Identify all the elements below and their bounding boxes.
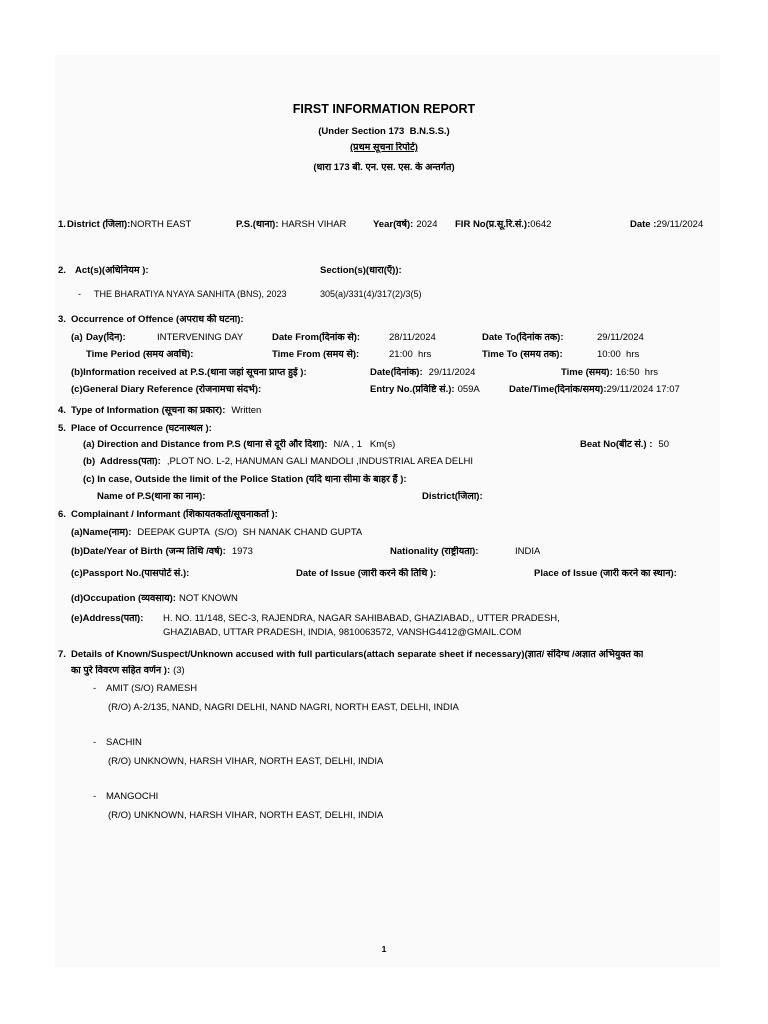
date-to-value: 29/11/2024 xyxy=(597,332,644,343)
item-4-row xyxy=(0,405,768,417)
general-diary-row xyxy=(0,384,768,396)
accused-list-item xyxy=(0,737,768,749)
information-type-label: Type of Information (सूचना का प्रकार): xyxy=(71,405,226,416)
info-time-value: 16:50 hrs xyxy=(615,367,658,378)
direction-label: (a) Direction and Distance from P.S (थाना से दूरी और दिशा): xyxy=(83,439,328,450)
info-time-field xyxy=(561,367,658,379)
sub-marker-a: (a) xyxy=(71,332,83,343)
date-from-value: 28/11/2024 xyxy=(389,332,436,343)
item-3-row xyxy=(0,314,768,326)
report-subtitle-hindi: (धारा 173 बी. एन. एस. एस. के अन्तर्गत) xyxy=(313,162,455,173)
complainant-name-row xyxy=(0,527,768,539)
complainant-heading: Complainant / Informant (शिकायतकर्ता/सूचनाकर्ता ): xyxy=(71,509,278,520)
item-4-number: 4. xyxy=(58,405,66,416)
occupation-field xyxy=(71,593,238,605)
item-6-row xyxy=(0,509,768,521)
dob-label: (b)Date/Year of Birth (जन्म तिथि /वर्ष): xyxy=(71,546,226,557)
dob-field xyxy=(71,546,253,558)
accused-bullet: - xyxy=(93,791,97,802)
ps-name-label: Name of P.S(थाना का नाम): xyxy=(97,491,206,502)
direction-value: N/A , 1 Km(s) xyxy=(333,439,396,450)
accused-address-row xyxy=(0,756,768,768)
act-sections: 305(a)/331(4)/317(2)/3(5) xyxy=(320,289,422,299)
beat-value: 50 xyxy=(658,439,669,450)
accused-count: (3) xyxy=(173,665,185,676)
act-name: THE BHARATIYA NYAYA SANHITA (BNS), 2023 xyxy=(94,289,287,299)
accused-bullet: - xyxy=(93,737,97,748)
act-list-item xyxy=(0,288,768,300)
nationality-value: INDIA xyxy=(515,546,541,557)
occurrence-date-row xyxy=(0,332,768,344)
general-diary-label: (c)General Diary Reference (रोजनामचा संदर्भ): xyxy=(71,384,262,395)
accused-address: (R/O) UNKNOWN, HARSH VIHAR, NORTH EAST, DELHI, INDIA xyxy=(108,756,384,767)
item-3-number: 3. xyxy=(58,314,66,325)
place-address-field xyxy=(83,456,473,468)
page-number: 1 xyxy=(381,944,387,954)
district-label: District (जिला): xyxy=(67,219,131,230)
entry-number-label: Entry No.(प्रविष्टि सं.): xyxy=(370,384,455,395)
time-to-label: Time To (समय तक): xyxy=(482,349,563,360)
day-value: INTERVENING DAY xyxy=(157,332,244,343)
report-subtitle: (Under Section 173 B.N.S.S.) xyxy=(318,126,450,137)
gd-datetime-field xyxy=(509,384,680,396)
outside-district-label: District(जिला): xyxy=(422,491,483,502)
accused-address: (R/O) A-2/135, NAND, NAGRI DELHI, NAND NAGRI, NORTH EAST, DELHI, INDIA xyxy=(108,702,459,713)
info-received-label: (b)Information received at P.S.(थाना जहां सूचना प्राप्त हुई ): xyxy=(71,367,307,378)
item-5-row xyxy=(0,423,768,435)
fir-number-value: 0642 xyxy=(530,219,552,230)
police-station-field xyxy=(236,219,346,231)
accused-heading-line-1: Details of Known/Suspect/Unknown accused with full particulars(attach separate sheet if necessary)(ज्ञात/ संदिग्ध /अज्ञात अभियुक्त का xyxy=(71,649,644,660)
fir-number-field xyxy=(455,219,551,231)
information-type-value: Written xyxy=(231,405,262,416)
complainant-address-row xyxy=(0,613,768,625)
sections-label: Section(s)(धारा(एँ)): xyxy=(320,265,402,276)
accused-heading-field xyxy=(71,665,185,677)
year-field xyxy=(373,219,437,231)
dob-value: 1973 xyxy=(231,546,253,557)
entry-number-field xyxy=(370,384,480,396)
beat-field xyxy=(580,439,669,451)
complainant-name-label: (a)Name(नाम): xyxy=(71,527,132,538)
acts-label: Act(s)(अधिनियम ): xyxy=(75,265,149,276)
place-heading: Place of Occurrence (घटनास्थल ): xyxy=(71,423,212,434)
report-title-hindi: (प्रथम सूचना रिपोर्ट) xyxy=(350,142,418,153)
day-label: Day(दिन): xyxy=(86,332,126,343)
accused-heading-row-2 xyxy=(0,665,768,677)
info-date-value: 29/11/2024 xyxy=(428,367,476,378)
issue-place-label: Place of Issue (जारी करने का स्थान): xyxy=(534,568,677,579)
occurrence-heading: Occurrence of Offence (अपराध की घटना): xyxy=(71,314,244,325)
complainant-name-value: DEEPAK GUPTA (S/O) SH NANAK CHAND GUPTA xyxy=(137,527,363,538)
occurrence-time-row xyxy=(0,349,768,361)
fir-number-label: FIR No(प्र.सू.रि.सं.): xyxy=(455,219,531,230)
info-date-label: Date(दिनांक): xyxy=(370,367,423,378)
accused-heading-line-2: का पुरे विवरण सहित वर्णन ): xyxy=(71,665,171,676)
accused-address-row xyxy=(0,810,768,822)
gd-datetime-label: Date/Time(दिनांक/समय): xyxy=(509,384,607,395)
passport-row xyxy=(0,568,768,580)
fir-date-value: 29/11/2024 xyxy=(656,219,704,230)
accused-name: AMIT (S/O) RAMESH xyxy=(106,683,198,694)
complainant-dob-row xyxy=(0,546,768,558)
place-address-row xyxy=(0,456,768,468)
year-value: 2024 xyxy=(416,219,438,230)
year-label: Year(वर्ष): xyxy=(373,219,414,230)
passport-label: (c)Passport No.(पासपोर्ट सं.): xyxy=(71,568,190,579)
complainant-address-line: GHAZIABAD, UTTAR PRADESH, INDIA, 9810063572, VANSHG4412@GMAIL.COM xyxy=(163,627,522,638)
item-1-number: 1. xyxy=(58,219,66,230)
district-field xyxy=(67,219,191,231)
accused-address: (R/O) UNKNOWN, HARSH VIHAR, NORTH EAST, DELHI, INDIA xyxy=(108,810,384,821)
place-address-value: ,PLOT NO. L-2, HANUMAN GALI MANDOLI ,INDUSTRIAL AREA DELHI xyxy=(166,456,474,467)
issue-date-label: Date of Issue (जारी करने की तिथि ): xyxy=(296,568,437,579)
occupation-row xyxy=(0,593,768,605)
info-date-field xyxy=(370,367,475,379)
accused-name: MANGOCHI xyxy=(106,791,159,802)
item-6-number: 6. xyxy=(58,509,66,520)
police-station-value: HARSH VIHAR xyxy=(281,219,347,230)
beat-label: Beat No(बीट सं.) : xyxy=(580,439,653,450)
place-address-label: (b) Address(पता): xyxy=(83,456,161,467)
accused-name: SACHIN xyxy=(106,737,142,748)
complainant-address-label: (e)Address(पता): xyxy=(71,613,144,624)
complainant-name-field xyxy=(71,527,362,539)
date-to-label: Date To(दिनांक तक): xyxy=(482,332,564,343)
entry-number-value: 059A xyxy=(457,384,480,395)
time-to-value: 10:00 hrs xyxy=(597,349,640,360)
complainant-address-line: H. NO. 11/148, SEC-3, RAJENDRA, NAGAR SAHIBABAD, GHAZIABAD,, UTTER PRADESH, xyxy=(163,613,560,624)
outside-limit-label: (c) In case, Outside the limit of the Police Station (यदि थाना सीमा के बाहर हैं ): xyxy=(83,474,407,485)
item-5-number: 5. xyxy=(58,423,66,434)
accused-list-item xyxy=(0,683,768,695)
item-2-row xyxy=(0,265,768,277)
fir-date-field xyxy=(630,219,703,231)
time-from-label: Time From (समय से): xyxy=(272,349,360,360)
accused-bullet: - xyxy=(93,683,97,694)
item-7-row xyxy=(0,649,768,661)
act-bullet: - xyxy=(78,289,81,299)
outside-ps-row xyxy=(0,491,768,503)
item-1-row xyxy=(0,219,768,231)
nationality-label: Nationality (राष्ट्रीयता): xyxy=(390,546,479,557)
complainant-address-row-2 xyxy=(0,627,768,639)
occupation-value: NOT KNOWN xyxy=(178,593,238,604)
item-7-number: 7. xyxy=(58,649,66,660)
report-title: FIRST INFORMATION REPORT xyxy=(292,102,476,116)
district-value: NORTH EAST xyxy=(130,219,192,230)
outside-limit-row xyxy=(0,474,768,486)
info-received-row xyxy=(0,367,768,379)
occupation-label: (d)Occupation (व्यवसाय): xyxy=(71,593,176,604)
direction-row xyxy=(0,439,768,451)
date-from-label: Date From(दिनांक से): xyxy=(272,332,361,343)
time-period-label: Time Period (समय अवधि): xyxy=(86,349,194,360)
item-2-number: 2. xyxy=(58,265,66,276)
information-type-field xyxy=(71,405,261,417)
accused-list-item xyxy=(0,791,768,803)
time-from-value: 21:00 hrs xyxy=(389,349,432,360)
accused-address-row xyxy=(0,702,768,714)
gd-datetime-value: 29/11/2024 17:07 xyxy=(606,384,680,395)
police-station-label: P.S.(थाना): xyxy=(236,219,279,230)
direction-field xyxy=(83,439,395,451)
fir-date-label: Date : xyxy=(630,219,657,230)
info-time-label: Time (समय): xyxy=(561,367,613,378)
